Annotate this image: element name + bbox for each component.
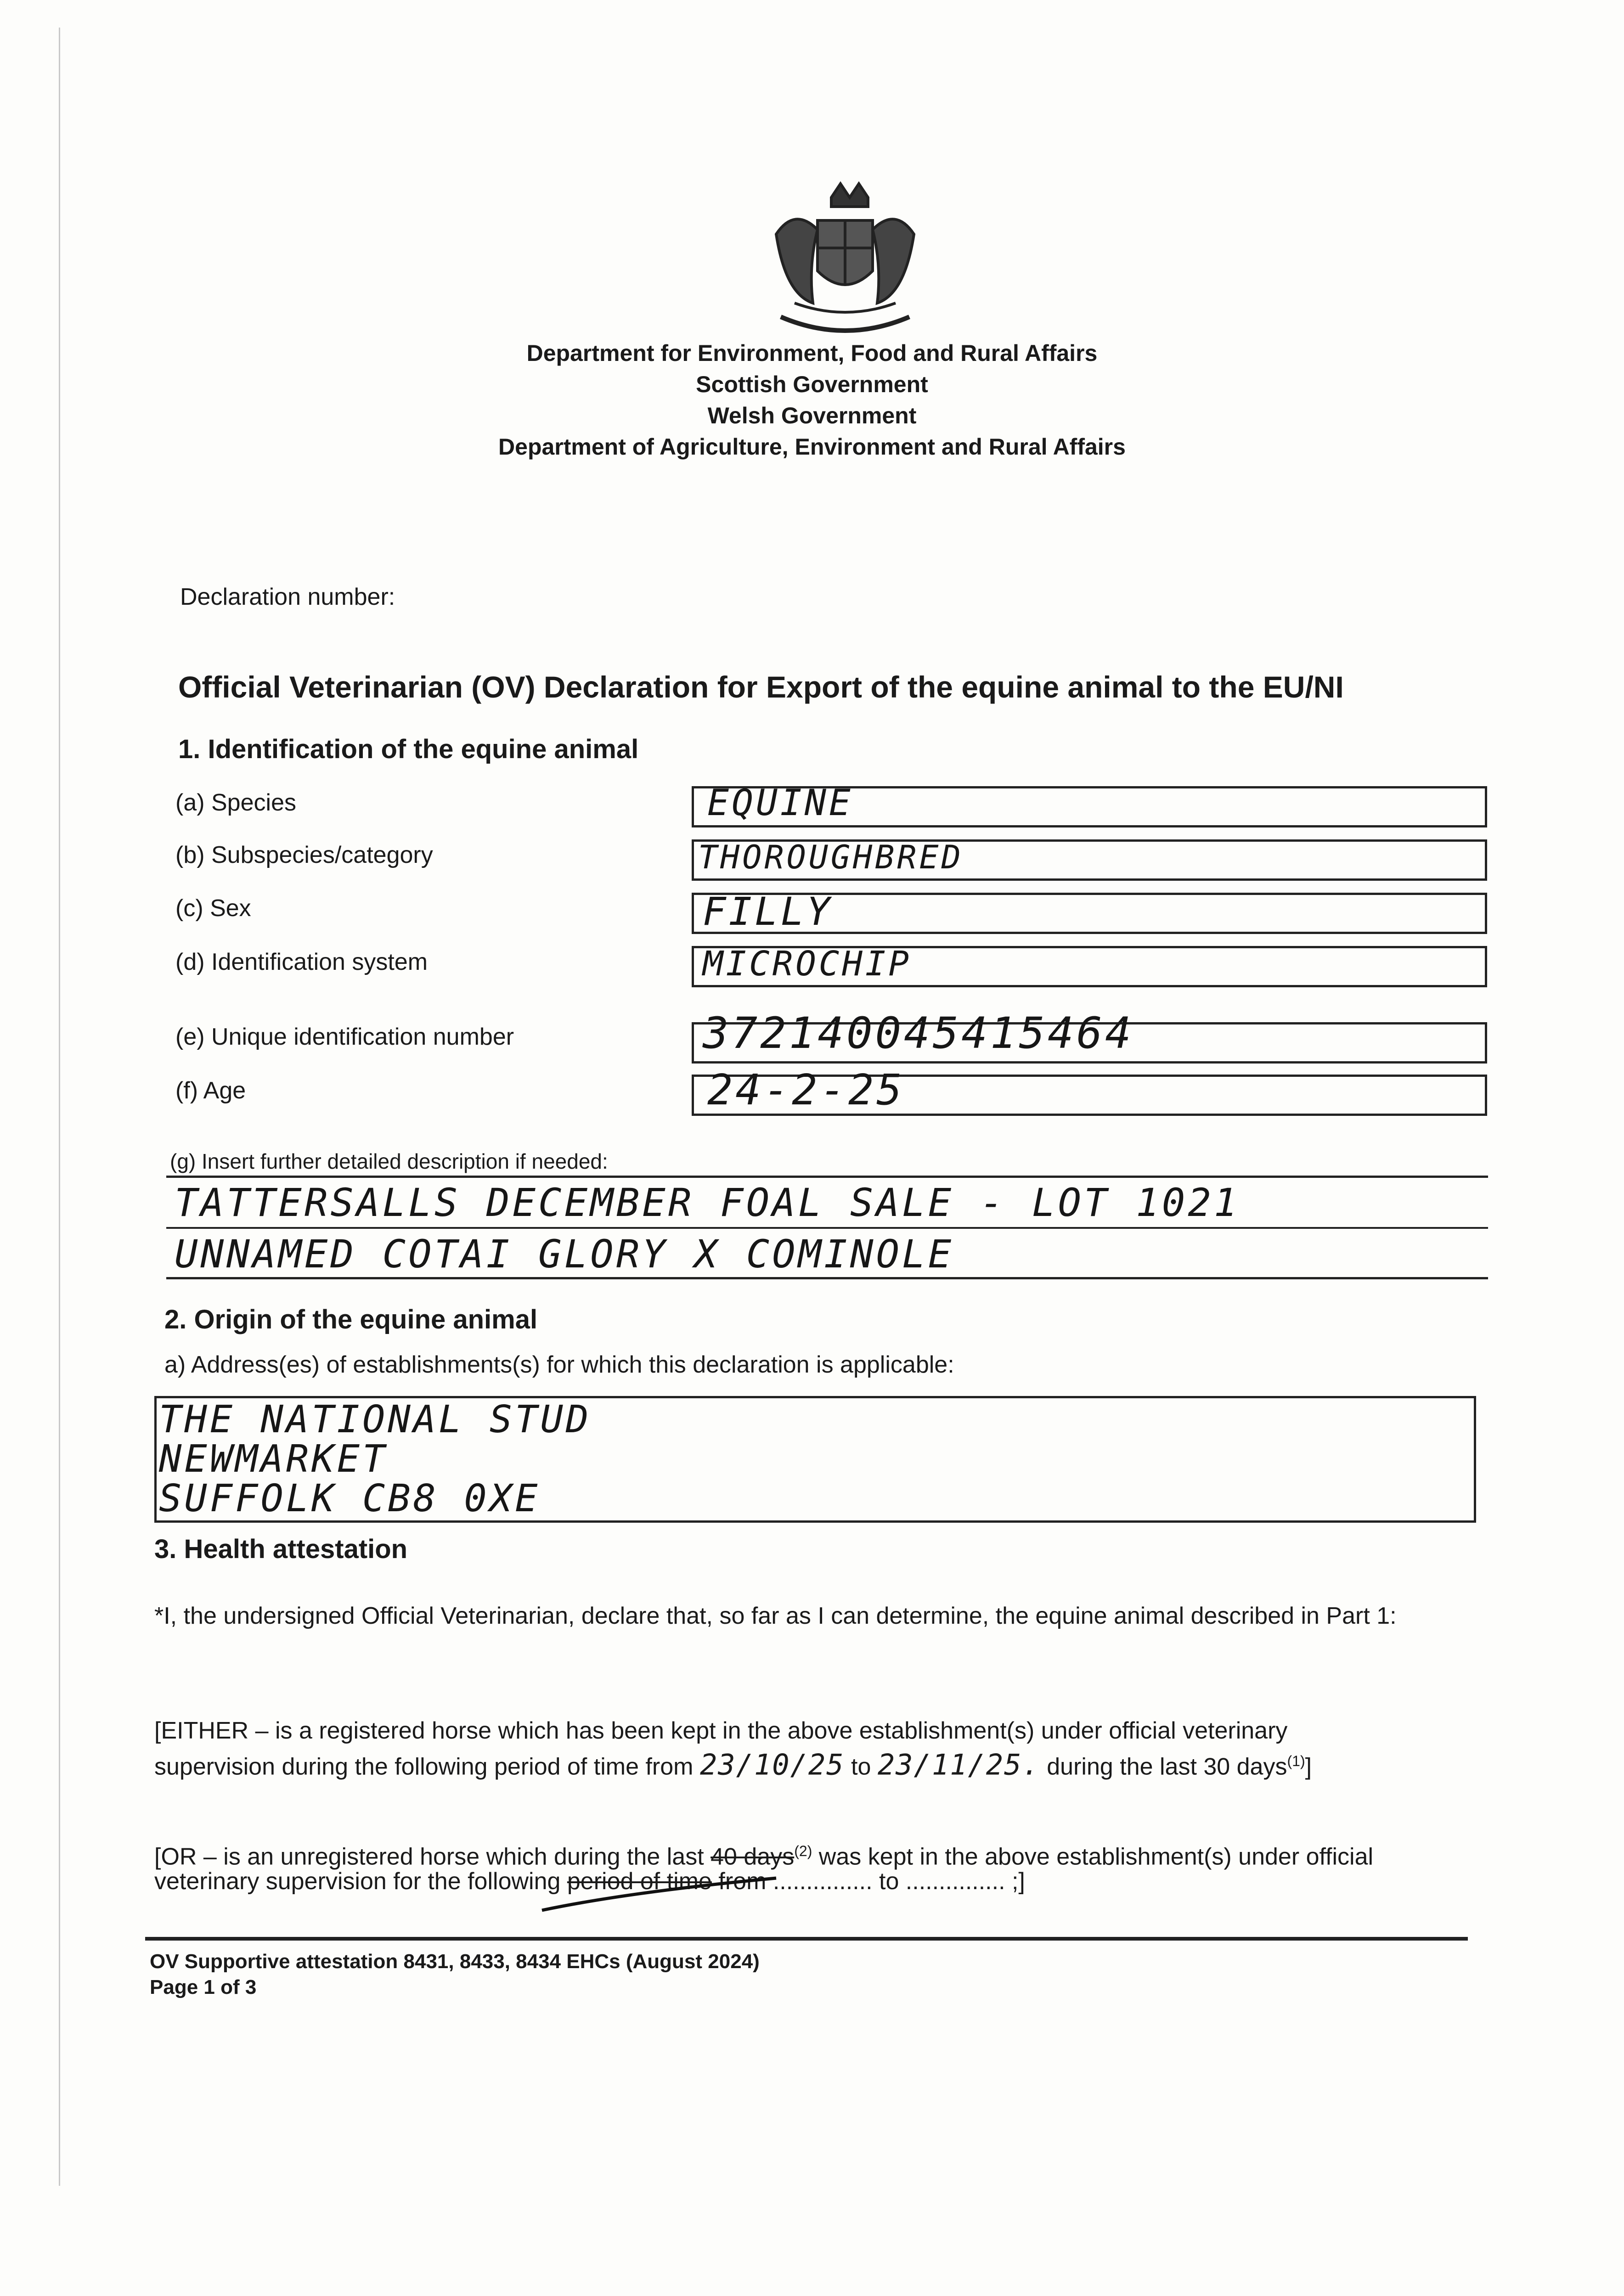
further-description-divider	[166, 1227, 1488, 1229]
either-to-word: to	[851, 1753, 871, 1780]
or-struck-days: 40 days	[710, 1843, 795, 1870]
further-description-line-2: UNNAMED COTAI GLORY X COMINOLE	[175, 1232, 954, 1277]
dept-welsh-government: Welsh Government	[707, 403, 917, 428]
either-from-date: 23/10/25	[699, 1748, 845, 1782]
unique-id-label: (e) Unique identification number	[175, 1024, 514, 1050]
address-line-2: NEWMARKET	[159, 1437, 388, 1481]
or-struck-period: period of time	[567, 1868, 712, 1895]
address-line-3: SUFFOLK CB8 0XE	[159, 1477, 541, 1520]
sex-label: (c) Sex	[175, 895, 251, 922]
document-title: Official Veterinarian (OV) Declaration for Export of the equine animal to the EU/NI	[178, 670, 1344, 704]
or-clause-text-2a: veterinary supervision for the following	[154, 1868, 561, 1895]
either-to-date: 23/11/25.	[877, 1748, 1040, 1782]
age-label: (f) Age	[175, 1077, 246, 1104]
or-clause-line-2	[154, 1866, 1486, 1896]
either-clause-line-2	[154, 1746, 1477, 1782]
identification-system-value: MICROCHIP	[703, 944, 912, 984]
either-end-text: during the last 30 days	[1047, 1753, 1287, 1780]
or-footnote-ref: (2)	[794, 1843, 812, 1859]
further-description-label: (g) Insert further detailed description if needed:	[170, 1149, 608, 1173]
species-value: EQUINE	[707, 782, 853, 824]
address-line-1: THE NATIONAL STUD	[159, 1398, 592, 1441]
dept-daera: Department of Agriculture, Environment and Rural Affairs	[498, 434, 1126, 460]
or-clause-text: [OR – is an unregistered horse which during the last	[154, 1843, 704, 1870]
age-value: 24-2-25	[707, 1065, 905, 1114]
or-clause-text-2b: from ............... to ............... ;]	[718, 1868, 1025, 1895]
footer-page-number: Page 1 of 3	[150, 1976, 257, 1998]
dept-scottish-government: Scottish Government	[696, 371, 928, 397]
further-description-line-1: TATTERSALLS DECEMBER FOAL SALE - LOT 1021	[175, 1180, 1240, 1225]
either-clause-text: supervision during the following period of time from	[154, 1753, 694, 1780]
strike-through-stroke-icon	[537, 1874, 785, 1915]
section1-heading: 1. Identification of the equine animal	[178, 734, 639, 764]
footer-attestation: OV Supportive attestation 8431, 8433, 8434 EHCs (August 2024)	[150, 1950, 760, 1973]
subspecies-label: (b) Subspecies/category	[175, 842, 433, 868]
unique-id-value: 372140045415464	[703, 1008, 1134, 1058]
species-label: (a) Species	[175, 789, 296, 816]
dept-defra: Department for Environment, Food and Rural Affairs	[526, 340, 1098, 366]
section3-heading: 3. Health attestation	[154, 1534, 408, 1564]
sex-value: FILLY	[703, 889, 833, 934]
footer-rule	[145, 1937, 1468, 1941]
royal-coat-of-arms-icon	[749, 179, 942, 344]
section2-heading: 2. Origin of the equine animal	[164, 1305, 538, 1334]
declaration-number-label: Declaration number:	[180, 584, 395, 610]
either-clause-line-1: [EITHER – is a registered horse which has been kept in the above establishment(s) under official veterinary	[154, 1717, 1288, 1744]
or-clause-text-b: was kept in the above establishment(s) under official	[818, 1843, 1374, 1870]
address-label: a) Address(es) of establishments(s) for which this declaration is applicable:	[164, 1351, 954, 1378]
identification-system-label: (d) Identification system	[175, 949, 428, 975]
either-close: ]	[1305, 1753, 1312, 1780]
subspecies-value: THOROUGHBRED	[698, 838, 964, 876]
health-intro: *I, the undersigned Official Veterinarian, declare that, so far as I can determine, the equine animal described in Part 1:	[154, 1603, 1397, 1629]
either-footnote-ref: (1)	[1287, 1753, 1305, 1769]
